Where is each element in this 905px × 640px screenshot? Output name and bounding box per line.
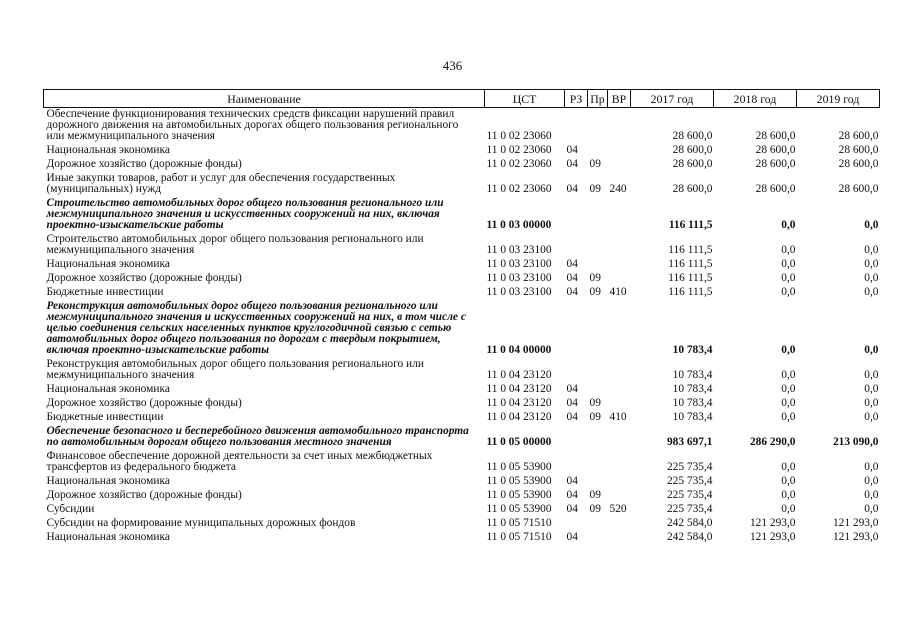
cell-name: Дорожное хозяйство (дорожные фонды) <box>46 272 242 284</box>
cell-cst: 11 0 04 00000 <box>486 344 552 356</box>
cell-2017: 225 735,4 <box>666 461 713 473</box>
table-row <box>44 475 880 489</box>
header-pr: Пр <box>588 90 608 108</box>
cell-pr: 09 <box>589 286 601 298</box>
cell-2017: 28 600,0 <box>672 130 713 142</box>
cell-pr <box>588 475 608 489</box>
cell-rz: 04 <box>566 286 578 298</box>
table-row <box>44 425 880 450</box>
cell-cst: 11 0 03 23100 <box>486 286 552 298</box>
cell-pr: 09 <box>589 411 601 423</box>
cell-2019: 0,0 <box>864 475 879 487</box>
table-row <box>44 258 880 272</box>
cell-pr <box>588 450 608 475</box>
cell-cst: 11 0 03 23100 <box>486 272 552 284</box>
cell-cst: 11 0 05 53900 <box>486 489 552 501</box>
cell-rz: 04 <box>566 397 578 409</box>
cell-rz: 04 <box>566 411 578 423</box>
cell-rz: 04 <box>566 158 578 170</box>
cell-rz <box>565 425 588 450</box>
cell-2019: 0,0 <box>864 219 879 231</box>
cell-rz <box>565 233 588 258</box>
cell-pr: 09 <box>589 503 601 515</box>
cell-name: Субсидии <box>46 503 95 515</box>
cell-2019: 0,0 <box>864 344 879 356</box>
table-row <box>44 531 880 545</box>
cell-rz: 04 <box>566 489 578 501</box>
cell-2019: 28 600,0 <box>838 130 879 142</box>
cell-2017: 983 697,1 <box>666 436 713 448</box>
cell-cst: 11 0 02 23060 <box>486 158 552 170</box>
cell-name: Реконструкция автомобильных дорог общего пользования регионального или межмуниципального значения <box>46 358 424 381</box>
cell-vr <box>608 425 631 450</box>
cell-pr: 09 <box>589 183 601 195</box>
cell-pr: 09 <box>589 489 601 501</box>
cell-2018: 286 290,0 <box>749 436 796 448</box>
cell-rz: 04 <box>566 272 578 284</box>
cell-2018: 0,0 <box>781 258 796 270</box>
cell-rz <box>565 197 588 233</box>
cell-2018: 28 600,0 <box>755 130 796 142</box>
cell-pr <box>588 425 608 450</box>
cell-pr: 09 <box>589 272 601 284</box>
cell-pr: 09 <box>589 158 601 170</box>
cell-2019: 0,0 <box>864 258 879 270</box>
cell-vr <box>608 300 631 358</box>
cell-2017: 116 111,5 <box>668 286 713 298</box>
cell-cst: 11 0 05 00000 <box>486 436 552 448</box>
cell-cst: 11 0 05 53900 <box>486 475 552 487</box>
cell-rz <box>565 300 588 358</box>
cell-name: Финансовое обеспечение дорожной деятельности за счет иных межбюджетных трансфертов из федерального бюджета <box>46 450 433 473</box>
table-body <box>44 108 880 546</box>
cell-2017: 10 783,4 <box>672 411 713 423</box>
cell-vr <box>608 197 631 233</box>
cell-vr <box>608 475 631 489</box>
cell-2019: 28 600,0 <box>838 183 879 195</box>
cell-pr <box>588 144 608 158</box>
table-row <box>44 233 880 258</box>
cell-name: Строительство автомобильных дорог общего пользования регионального или межмуниципального значения <box>46 233 424 256</box>
cell-rz: 04 <box>566 383 578 395</box>
cell-2017: 225 735,4 <box>666 475 713 487</box>
table-row <box>44 450 880 475</box>
cell-rz: 04 <box>566 531 578 543</box>
cell-2019: 0,0 <box>864 272 879 284</box>
cell-2017: 225 735,4 <box>666 503 713 515</box>
cell-2019: 121 293,0 <box>832 517 879 529</box>
cell-2019: 28 600,0 <box>838 158 879 170</box>
cell-cst: 11 0 04 23120 <box>486 383 552 395</box>
table-header-row <box>44 90 880 108</box>
cell-pr <box>588 258 608 272</box>
cell-rz: 04 <box>566 183 578 195</box>
cell-2019: 0,0 <box>864 503 879 515</box>
cell-2018: 0,0 <box>781 461 796 473</box>
cell-vr <box>608 272 631 286</box>
cell-cst: 11 0 05 53900 <box>486 503 552 515</box>
table-row <box>44 503 880 517</box>
cell-pr <box>588 233 608 258</box>
cell-2019: 0,0 <box>864 286 879 298</box>
cell-2018: 0,0 <box>781 503 796 515</box>
cell-2017: 10 783,4 <box>672 397 713 409</box>
cell-pr <box>588 197 608 233</box>
table-row <box>44 300 880 358</box>
table-row <box>44 197 880 233</box>
cell-2017: 28 600,0 <box>672 144 713 156</box>
cell-2018: 0,0 <box>781 344 796 356</box>
cell-2019: 0,0 <box>864 383 879 395</box>
cell-name: Дорожное хозяйство (дорожные фонды) <box>46 489 242 501</box>
cell-vr: 520 <box>609 503 627 515</box>
cell-2018: 0,0 <box>781 272 796 284</box>
table-row <box>44 286 880 300</box>
cell-name: Иные закупки товаров, работ и услуг для обеспечения государственных (муниципальных) нужд <box>46 172 396 195</box>
cell-rz <box>565 358 588 383</box>
header-2019: 2019 год <box>797 90 880 108</box>
cell-2019: 0,0 <box>864 461 879 473</box>
cell-2017: 10 783,4 <box>672 344 713 356</box>
cell-vr <box>608 450 631 475</box>
cell-vr <box>608 397 631 411</box>
cell-name: Обеспечение безопасного и бесперебойного движения автомобильного транспорта по автомобильным дорогам общего пользования местного значения <box>46 425 469 448</box>
cell-2018: 0,0 <box>781 489 796 501</box>
cell-pr <box>588 358 608 383</box>
cell-name: Национальная экономика <box>46 475 170 487</box>
cell-name: Национальная экономика <box>46 144 170 156</box>
cell-name: Дорожное хозяйство (дорожные фонды) <box>46 397 242 409</box>
page-number: 436 <box>442 58 463 73</box>
cell-pr <box>588 517 608 531</box>
table-row <box>44 144 880 158</box>
cell-2017: 116 111,5 <box>668 244 713 256</box>
table-row <box>44 383 880 397</box>
cell-2018: 0,0 <box>781 369 796 381</box>
cell-rz: 04 <box>566 503 578 515</box>
cell-pr <box>588 300 608 358</box>
table-row <box>44 517 880 531</box>
cell-vr <box>608 258 631 272</box>
cell-name: Дорожное хозяйство (дорожные фонды) <box>46 158 242 170</box>
cell-name: Бюджетные инвестиции <box>46 286 164 298</box>
cell-cst: 11 0 04 23120 <box>486 397 552 409</box>
cell-vr <box>608 531 631 545</box>
cell-name: Национальная экономика <box>46 383 170 395</box>
cell-name: Национальная экономика <box>46 531 170 543</box>
cell-rz <box>565 450 588 475</box>
cell-cst: 11 0 03 23100 <box>486 244 552 256</box>
table-row <box>44 272 880 286</box>
cell-vr <box>608 233 631 258</box>
header-vr: ВР <box>608 90 631 108</box>
table-row <box>44 411 880 425</box>
table-row <box>44 489 880 503</box>
cell-pr <box>588 383 608 397</box>
table-row <box>44 397 880 411</box>
cell-cst: 11 0 05 71510 <box>486 531 552 543</box>
cell-2018: 0,0 <box>781 244 796 256</box>
cell-cst: 11 0 03 00000 <box>486 219 552 231</box>
table-row <box>44 172 880 197</box>
cell-2017: 28 600,0 <box>672 183 713 195</box>
cell-cst: 11 0 02 23060 <box>486 144 552 156</box>
cell-2018: 0,0 <box>781 411 796 423</box>
cell-vr: 410 <box>609 286 627 298</box>
cell-pr <box>588 108 608 145</box>
cell-2018: 28 600,0 <box>755 158 796 170</box>
cell-rz: 04 <box>566 144 578 156</box>
cell-2017: 242 584,0 <box>666 531 713 543</box>
cell-vr <box>608 517 631 531</box>
cell-vr <box>608 158 631 172</box>
header-cst: ЦСТ <box>485 90 565 108</box>
cell-2017: 116 111,5 <box>668 219 713 231</box>
cell-2018: 28 600,0 <box>755 144 796 156</box>
header-name: Наименование <box>44 90 485 108</box>
cell-rz: 04 <box>566 475 578 487</box>
cell-2018: 0,0 <box>781 383 796 395</box>
cell-2017: 10 783,4 <box>672 369 713 381</box>
cell-cst: 11 0 03 23100 <box>486 258 552 270</box>
cell-cst: 11 0 04 23120 <box>486 411 552 423</box>
cell-2017: 28 600,0 <box>672 158 713 170</box>
cell-rz <box>565 517 588 531</box>
cell-2017: 116 111,5 <box>668 272 713 284</box>
cell-name: Субсидии на формирование муниципальных дорожных фондов <box>46 517 356 529</box>
cell-cst: 11 0 02 23060 <box>486 130 552 142</box>
cell-name: Реконструкция автомобильных дорог общего пользования регионального или межмуниципального значения и искусственных сооружений на них, в том числе с целью соединения сельских населенных пунктов круглогодичной связью с сетью автомобильных дорог общего пользования по дорогам с твердым покрытием, включая проектно-изыскательские работы <box>46 300 466 356</box>
cell-2019: 28 600,0 <box>838 144 879 156</box>
cell-cst: 11 0 04 23120 <box>486 369 552 381</box>
cell-2018: 121 293,0 <box>749 531 796 543</box>
table-row <box>44 358 880 383</box>
table-row <box>44 158 880 172</box>
cell-2019: 0,0 <box>864 244 879 256</box>
cell-2017: 116 111,5 <box>668 258 713 270</box>
cell-name: Строительство автомобильных дорог общего пользования регионального или межмуниципального значения и искусственных сооружений на них, включая проектно-изыскательские работы <box>46 197 444 231</box>
cell-2019: 121 293,0 <box>832 531 879 543</box>
cell-vr <box>608 144 631 158</box>
cell-name: Бюджетные инвестиции <box>46 411 164 423</box>
cell-2017: 242 584,0 <box>666 517 713 529</box>
cell-vr <box>608 383 631 397</box>
cell-vr <box>608 108 631 145</box>
budget-table <box>43 89 880 545</box>
cell-2018: 0,0 <box>781 219 796 231</box>
cell-name: Обеспечение функционирования технических средств фиксации нарушений правил дорожного движения на автомобильных дорогах общего пользования регионального или межмуниципального значения <box>46 108 459 142</box>
cell-2019: 0,0 <box>864 411 879 423</box>
cell-2018: 0,0 <box>781 475 796 487</box>
table-row <box>44 108 880 145</box>
cell-2019: 213 090,0 <box>832 436 879 448</box>
cell-vr <box>608 358 631 383</box>
cell-2018: 0,0 <box>781 397 796 409</box>
header-2018: 2018 год <box>714 90 797 108</box>
cell-pr <box>588 531 608 545</box>
cell-vr: 410 <box>609 411 627 423</box>
cell-2018: 0,0 <box>781 286 796 298</box>
cell-pr: 09 <box>589 397 601 409</box>
cell-name: Национальная экономика <box>46 258 170 270</box>
cell-cst: 11 0 05 71510 <box>486 517 552 529</box>
cell-2019: 0,0 <box>864 489 879 501</box>
cell-2018: 28 600,0 <box>755 183 796 195</box>
cell-cst: 11 0 05 53900 <box>486 461 552 473</box>
header-2017: 2017 год <box>631 90 714 108</box>
cell-2019: 0,0 <box>864 369 879 381</box>
cell-2017: 10 783,4 <box>672 383 713 395</box>
cell-rz: 04 <box>566 258 578 270</box>
cell-vr <box>608 489 631 503</box>
header-rz: РЗ <box>565 90 588 108</box>
cell-2019: 0,0 <box>864 397 879 409</box>
cell-2017: 225 735,4 <box>666 489 713 501</box>
cell-2018: 121 293,0 <box>749 517 796 529</box>
cell-vr: 240 <box>609 183 627 195</box>
cell-cst: 11 0 02 23060 <box>486 183 552 195</box>
cell-rz <box>565 108 588 145</box>
